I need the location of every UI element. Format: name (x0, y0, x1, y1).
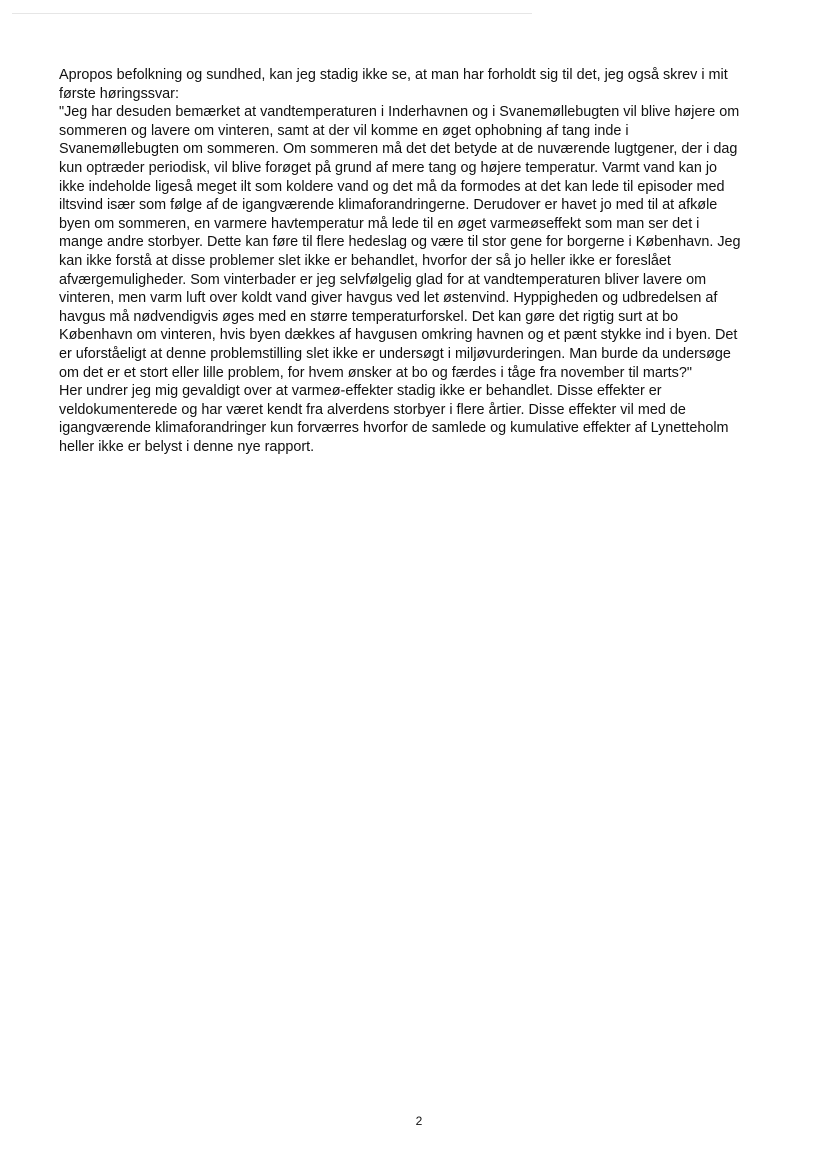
text-line: ikke indeholde ligeså meget ilt som koldere vand og det må da formodes at det kan lede til episoder med (59, 178, 725, 195)
text-line: igangværende klimaforandringer kun forværres hvorfor de samlede og kumulative effekter af Lynetteholm (59, 420, 729, 437)
text-line: kan ikke forstå at disse problemer slet ikke er behandlet, hvorfor der så jo heller ikke er foreslået (59, 252, 671, 269)
text-line: første høringssvar: (59, 85, 179, 102)
text-line: "Jeg har desuden bemærket at vandtemperaturen i Inderhavnen og i Svanemøllebugten vil blive højere om (59, 104, 740, 121)
text-line: Her undrer jeg mig gevaldigt over at varmeø-effekter stadig ikke er behandlet. Disse effekter er (59, 383, 662, 400)
text-line: havgus må nødvendigvis øges med en større temperaturforskel. Det kan gøre det rigtig surt at bo (59, 308, 679, 325)
text-line: heller ikke er belyst i denne nye rapport. (59, 438, 315, 455)
text-line: veldokumenterede og har været kendt fra alverdens storbyer i flere årtier. Disse effekter vil med de (59, 401, 686, 418)
text-line: sommeren og lavere om vinteren, samt at der vil komme en øget ophobning af tang inde i (59, 122, 629, 139)
text-line: Apropos befolkning og sundhed, kan jeg stadig ikke se, at man har forholdt sig til det, jeg også skrev i mit (59, 67, 728, 83)
text-line: er uforståeligt at denne problemstilling slet ikke er undersøgt i miljøvurderingen. Man burde da undersøge (59, 345, 731, 362)
text-line: byen om sommeren, en varmere havtemperatur må lede til en øget varmeøseffekt som man ser det i (59, 215, 700, 232)
page-number: 2 (415, 1114, 423, 1128)
text-line: iltsvind især som følge af de igangværende klimaforandringerne. Derudover er havet jo med til at afkøle (59, 197, 718, 214)
scan-edge-line (12, 13, 532, 14)
text-line: afværgemuligheder. Som vinterbader er jeg selvfølgelig glad for at vandtemperaturen bliver lavere om (59, 271, 707, 288)
text-line: kun optræder periodisk, vil blive forøget på grund af mere tang og højere temperatur. Varmt vand kan jo (59, 159, 718, 176)
text-line: Svanemøllebugten om sommeren. Om sommeren må det det betyde at de nuværende lugtgener, der i dag (59, 141, 738, 158)
text-line: mange andre storbyer. Dette kan føre til flere hedeslag og være til stor gene for borgerne i København. Jeg (59, 234, 741, 251)
text-line: om det er et stort eller lille problem, for hvem ønsker at bo og færdes i tåge fra november til marts?" (59, 364, 692, 381)
text-line: København om vinteren, hvis byen dækkes af havgusen omkring havnen og et pænt stykke ind i byen. Det (59, 327, 738, 344)
text-line: vinteren, men varm luft over koldt vand giver havgus ved let østenvind. Hyppigheden og udbredelsen af (59, 290, 718, 307)
body-text (59, 66, 785, 456)
